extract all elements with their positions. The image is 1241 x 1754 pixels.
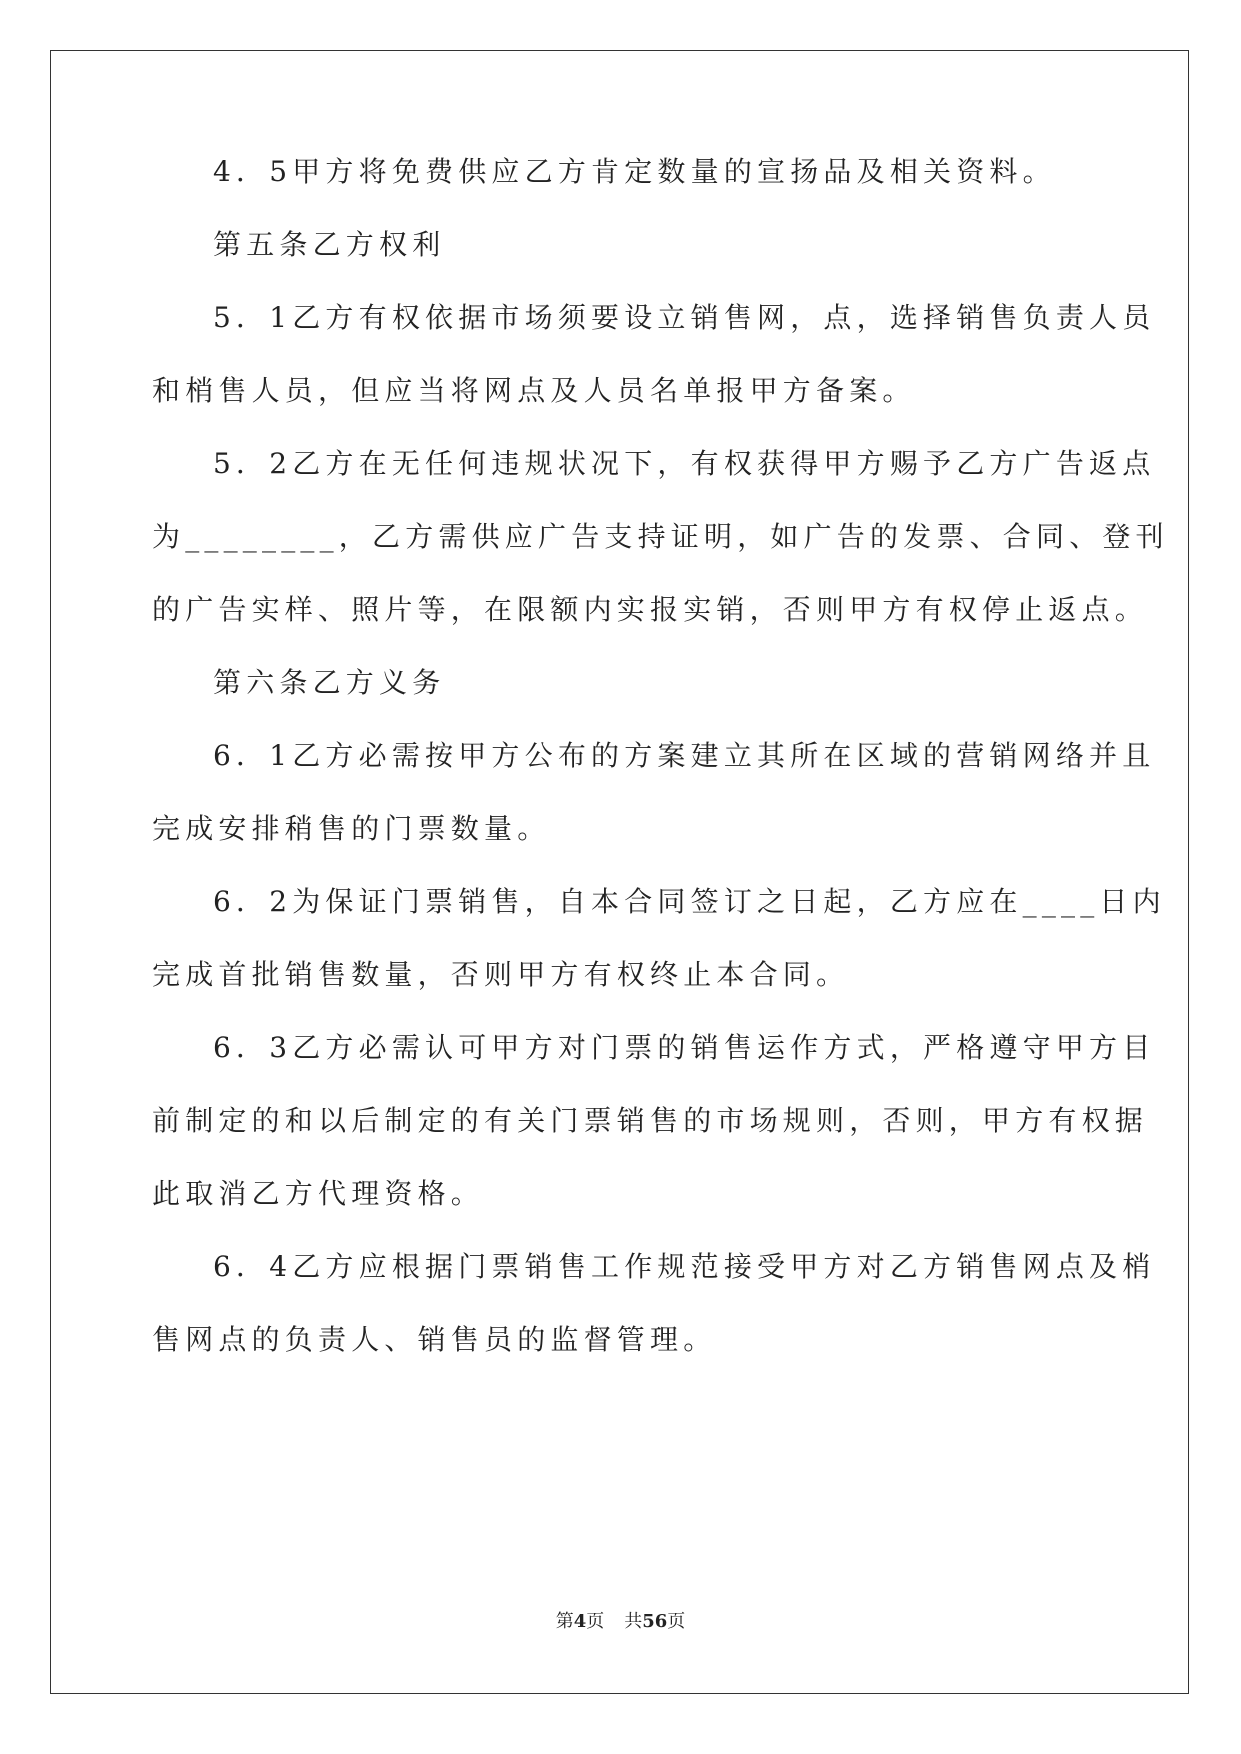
paragraph-line: 5．1乙方有权依据市场须要设立销售网，点，选择销售负责人员 [213, 301, 1156, 334]
page-footer [0, 1610, 1241, 1634]
page-prefix: 第 [555, 1611, 574, 1632]
paragraph-line: 6．2为保证门票销售，自本合同签订之日起，乙方应在____日内 [213, 885, 1166, 918]
paragraph-line: 此取消乙方代理资格。 [152, 1177, 485, 1210]
paragraph-line: 前制定的和以后制定的有关门票销售的市场规则，否则，甲方有权据 [152, 1104, 1149, 1137]
paragraph-line: 完成首批销售数量，否则甲方有权终止本合同。 [152, 958, 850, 991]
paragraph-line: 6．4乙方应根据门票销售工作规范接受甲方对乙方销售网点及梢 [213, 1250, 1156, 1283]
section-heading: 第六条乙方义务 [213, 666, 446, 699]
paragraph-line: 4．5甲方将免费供应乙方肯定数量的宣扬品及相关资料。 [213, 155, 1056, 188]
total-suffix: 页 [667, 1611, 686, 1632]
paragraph-line: 为________，乙方需供应广告支持证明，如广告的发票、合同、登刊 [152, 520, 1169, 553]
paragraph-line: 5．2乙方在无任何违规状况下，有权获得甲方赐予乙方广告返点 [213, 447, 1156, 480]
total-prefix: 共 [624, 1611, 643, 1632]
paragraph-line: 6．1乙方必需按甲方公布的方案建立其所在区域的营销网络并且 [213, 739, 1156, 772]
total-pages: 56 [642, 1611, 668, 1632]
paragraph-line: 售网点的负责人、销售员的监督管理。 [152, 1323, 717, 1356]
section-heading: 第五条乙方权利 [213, 228, 446, 261]
page-suffix: 页 [586, 1611, 605, 1632]
paragraph-line: 完成安排稍售的门票数量。 [152, 812, 551, 845]
paragraph-line: 6．3乙方必需认可甲方对门票的销售运作方式，严格遵守甲方目 [213, 1031, 1156, 1064]
paragraph-line: 的广告实样、照片等，在限额内实报实销，否则甲方有权停止返点。 [152, 593, 1149, 626]
page-border [50, 50, 1189, 1694]
page-number: 4 [573, 1611, 587, 1632]
paragraph-line: 和梢售人员，但应当将网点及人员名单报甲方备案。 [152, 374, 916, 407]
